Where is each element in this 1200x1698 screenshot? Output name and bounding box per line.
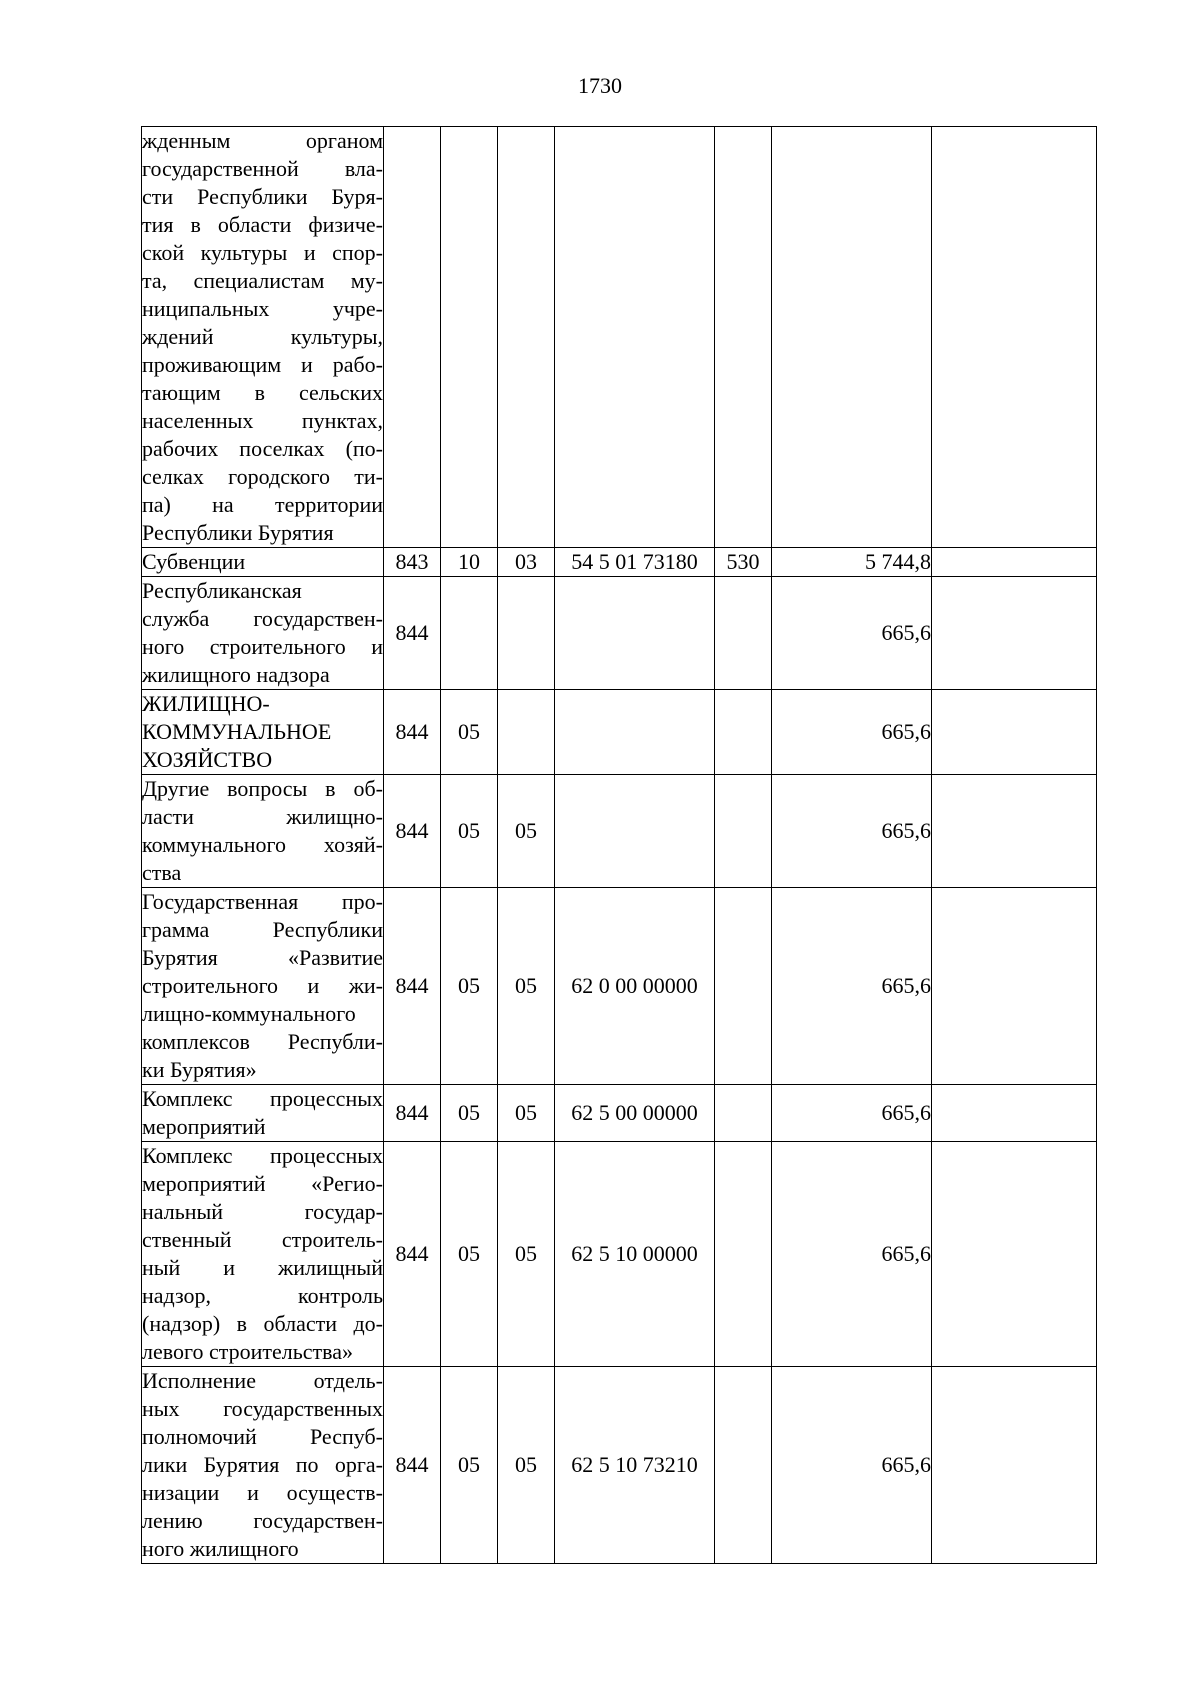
- row-name-line: ниципальных учре-: [142, 296, 383, 321]
- table-row: [142, 888, 1097, 1085]
- row-name-line: ской культуры и спор-: [142, 240, 383, 265]
- row-name-line: надзор, контроль: [142, 1283, 383, 1308]
- budget-table: [141, 126, 1097, 1564]
- amount-cell: 5 744,8: [772, 548, 932, 577]
- expense-type-cell: [715, 1085, 772, 1142]
- row-name-cell: [142, 888, 384, 1085]
- row-name-line: селках городского ти-: [142, 464, 383, 489]
- ved-cell: 844: [384, 1367, 441, 1564]
- row-name-line: коммунального хозяй-: [142, 832, 383, 857]
- expense-type-cell: 530: [715, 548, 772, 577]
- extra-cell: [932, 775, 1097, 888]
- table-row: [142, 690, 1097, 775]
- section-cell: 05: [441, 775, 498, 888]
- row-name-line: Бурятия «Развитие: [142, 945, 383, 970]
- table-row: [142, 577, 1097, 690]
- table-row: [142, 1142, 1097, 1367]
- row-name-line: нальный государ-: [142, 1199, 383, 1224]
- row-name-line: сти Республики Буря-: [142, 184, 383, 209]
- row-name-line: лики Бурятия по орга-: [142, 1452, 383, 1477]
- row-name-line: ного строительного и: [142, 634, 383, 659]
- amount-cell: 665,6: [772, 577, 932, 690]
- target-article-cell: [555, 775, 715, 888]
- extra-cell: [932, 1367, 1097, 1564]
- row-name-line: жденным органом: [142, 128, 383, 153]
- target-article-cell: 62 5 10 73210: [555, 1367, 715, 1564]
- row-name-line: КОММУНАЛЬНОЕ: [142, 719, 332, 744]
- row-name-line: низации и осуществ-: [142, 1480, 383, 1505]
- row-name-line: Республиканская: [142, 578, 302, 603]
- row-name-line: Исполнение отдель-: [142, 1368, 383, 1393]
- expense-type-cell: [715, 577, 772, 690]
- row-name-line: па) на территории: [142, 492, 383, 517]
- row-name-line: строительного и жи-: [142, 973, 383, 998]
- row-name-line: та, специалистам му-: [142, 268, 383, 293]
- row-name-cell: [142, 1142, 384, 1367]
- row-name-line: проживающим и рабо-: [142, 352, 383, 377]
- section-cell: 05: [441, 690, 498, 775]
- amount-cell: 665,6: [772, 775, 932, 888]
- row-name-cell: [142, 690, 384, 775]
- ved-cell: 843: [384, 548, 441, 577]
- row-name-line: Субвенции: [142, 549, 246, 574]
- section-cell: [441, 127, 498, 548]
- row-name-line: мероприятий «Регио-: [142, 1171, 383, 1196]
- row-name-line: ных государственных: [142, 1396, 383, 1421]
- section-cell: 05: [441, 1142, 498, 1367]
- target-article-cell: 62 5 00 00000: [555, 1085, 715, 1142]
- section-cell: 10: [441, 548, 498, 577]
- ved-cell: 844: [384, 888, 441, 1085]
- subsection-cell: 05: [498, 1142, 555, 1367]
- row-name-line: жилищного надзора: [142, 662, 330, 687]
- amount-cell: 665,6: [772, 690, 932, 775]
- extra-cell: [932, 548, 1097, 577]
- row-name-line: ства: [142, 860, 182, 885]
- extra-cell: [932, 1085, 1097, 1142]
- row-name-line: Другие вопросы в об-: [142, 776, 383, 801]
- row-name-line: грамма Республики: [142, 917, 383, 942]
- row-name-line: Республики Бурятия: [142, 520, 334, 545]
- subsection-cell: 05: [498, 888, 555, 1085]
- row-name-line: тающим в сельских: [142, 380, 383, 405]
- ved-cell: 844: [384, 1085, 441, 1142]
- ved-cell: 844: [384, 775, 441, 888]
- ved-cell: 844: [384, 690, 441, 775]
- expense-type-cell: [715, 690, 772, 775]
- expense-type-cell: [715, 1142, 772, 1367]
- row-name-line: населенных пунктах,: [142, 408, 383, 433]
- section-cell: [441, 577, 498, 690]
- row-name-line: Комплекс процессных: [142, 1143, 383, 1168]
- amount-cell: 665,6: [772, 1085, 932, 1142]
- table-row: [142, 1367, 1097, 1564]
- row-name-line: (надзор) в области до-: [142, 1311, 383, 1336]
- amount-cell: 665,6: [772, 1367, 932, 1564]
- section-cell: 05: [441, 1085, 498, 1142]
- subsection-cell: [498, 577, 555, 690]
- expense-type-cell: [715, 775, 772, 888]
- row-name-cell: [142, 577, 384, 690]
- row-name-cell: [142, 127, 384, 548]
- row-name-cell: [142, 548, 384, 577]
- row-name-line: комплексов Республи-: [142, 1029, 383, 1054]
- table-row: [142, 775, 1097, 888]
- extra-cell: [932, 1142, 1097, 1367]
- row-name-line: ласти жилищно-: [142, 804, 383, 829]
- row-name-line: лищно-коммунального: [142, 1001, 356, 1026]
- subsection-cell: 05: [498, 1367, 555, 1564]
- row-name-line: ственный строитель-: [142, 1227, 383, 1252]
- amount-cell: 665,6: [772, 888, 932, 1085]
- expense-type-cell: [715, 888, 772, 1085]
- ved-cell: 844: [384, 577, 441, 690]
- section-cell: 05: [441, 1367, 498, 1564]
- row-name-line: ный и жилищный: [142, 1255, 383, 1280]
- table-row: [142, 127, 1097, 548]
- row-name-line: государственной вла-: [142, 156, 383, 181]
- target-article-cell: [555, 577, 715, 690]
- row-name-line: полномочий Респуб-: [142, 1424, 383, 1449]
- row-name-line: ХОЗЯЙСТВО: [142, 747, 273, 772]
- subsection-cell: 05: [498, 1085, 555, 1142]
- row-name-cell: [142, 1085, 384, 1142]
- row-name-line: левого строительства»: [142, 1339, 354, 1364]
- expense-type-cell: [715, 1367, 772, 1564]
- row-name-line: ного жилищного: [142, 1536, 299, 1561]
- target-article-cell: 54 5 01 73180: [555, 548, 715, 577]
- section-cell: 05: [441, 888, 498, 1085]
- target-article-cell: 62 0 00 00000: [555, 888, 715, 1085]
- subsection-cell: 03: [498, 548, 555, 577]
- ved-cell: [384, 127, 441, 548]
- target-article-cell: [555, 127, 715, 548]
- row-name-line: служба государствен-: [142, 606, 383, 631]
- amount-cell: 665,6: [772, 1142, 932, 1367]
- table-row: [142, 1085, 1097, 1142]
- row-name-line: ки Бурятия»: [142, 1057, 257, 1082]
- extra-cell: [932, 690, 1097, 775]
- extra-cell: [932, 888, 1097, 1085]
- page-number: 1730: [578, 73, 622, 98]
- expense-type-cell: [715, 127, 772, 548]
- extra-cell: [932, 577, 1097, 690]
- row-name-cell: [142, 775, 384, 888]
- table-body: [142, 127, 1097, 1564]
- subsection-cell: [498, 690, 555, 775]
- target-article-cell: 62 5 10 00000: [555, 1142, 715, 1367]
- row-name-line: Комплекс процессных: [142, 1086, 383, 1111]
- row-name-line: рабочих поселках (по-: [142, 436, 383, 461]
- row-name-line: Государственная про-: [142, 889, 383, 914]
- amount-cell: [772, 127, 932, 548]
- row-name-line: ЖИЛИЩНО-: [142, 691, 270, 716]
- row-name-line: ждений культуры,: [142, 324, 383, 349]
- subsection-cell: [498, 127, 555, 548]
- target-article-cell: [555, 690, 715, 775]
- table-row: [142, 548, 1097, 577]
- ved-cell: 844: [384, 1142, 441, 1367]
- row-name-line: лению государствен-: [142, 1508, 383, 1533]
- subsection-cell: 05: [498, 775, 555, 888]
- extra-cell: [932, 127, 1097, 548]
- row-name-line: тия в области физиче-: [142, 212, 383, 237]
- row-name-line: мероприятий: [142, 1114, 266, 1139]
- row-name-cell: [142, 1367, 384, 1564]
